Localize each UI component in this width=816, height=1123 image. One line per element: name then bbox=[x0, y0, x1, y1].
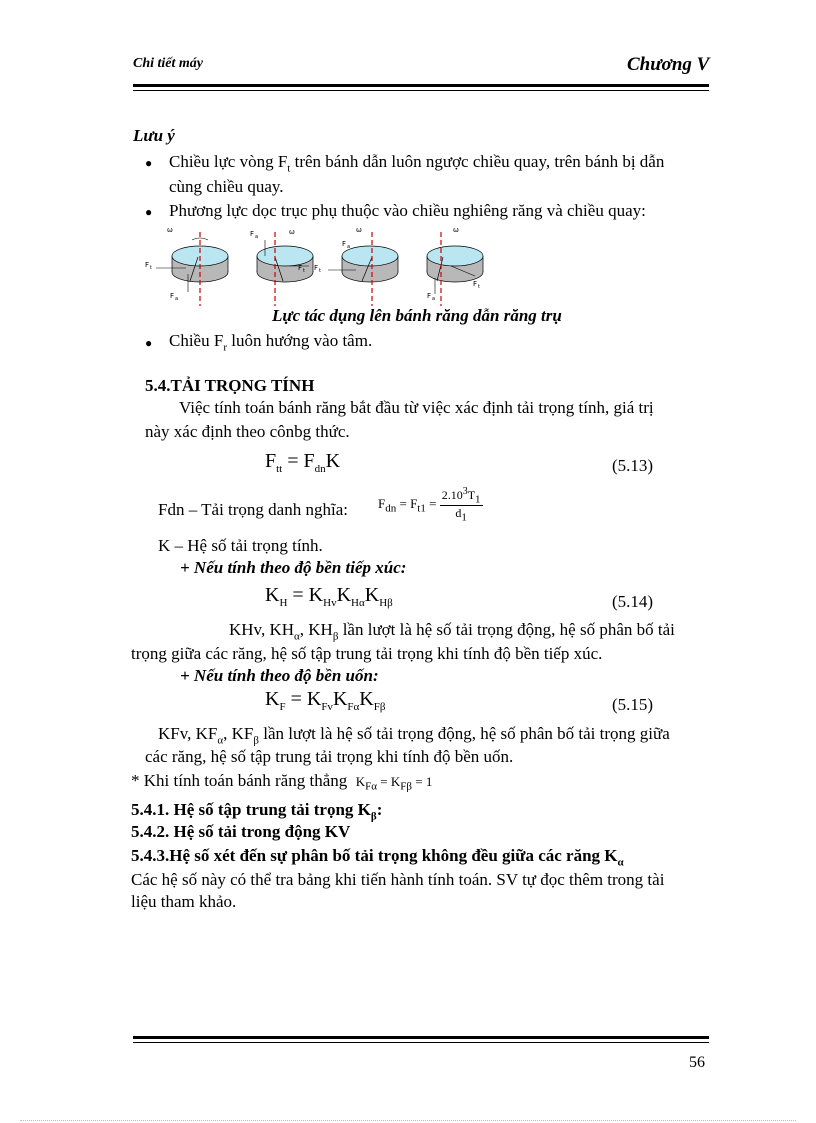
svg-text:F: F bbox=[145, 261, 150, 269]
subsection-5-4-2: 5.4.2. Hệ số tải trong động KV bbox=[131, 822, 351, 841]
page-edge bbox=[20, 1120, 796, 1121]
fdn-formula: $F_{dn} = F_{t1}$ = $\frac{2.10^3T_1}{d_1}$ bbox=[378, 486, 481, 524]
gear-3 bbox=[314, 226, 398, 306]
svg-text:ω: ω bbox=[356, 226, 362, 234]
contact-heading: + Nếu tính theo độ bền tiếp xúc: bbox=[180, 558, 407, 577]
closing-line2: liệu tham khảo. bbox=[131, 892, 237, 911]
note-title: Lưu ý bbox=[133, 126, 175, 145]
subsection-5-4-1: 5.4.1. Hệ số tập trung tải trọng $K_\beta$: bbox=[131, 800, 383, 823]
header-rule-thin bbox=[133, 90, 709, 91]
equation-5-14: $K_H = K_{Hv}K_{H\alpha}K_{H\beta}$ bbox=[265, 584, 393, 609]
section-title: 5.4.TẢI TRỌNG TÍNH bbox=[145, 376, 315, 395]
page-number: 56 bbox=[689, 1054, 705, 1071]
note-bullet1-line2: cùng chiều quay. bbox=[169, 177, 284, 196]
header-left: Chi tiết máy bbox=[133, 56, 203, 71]
eq2-desc-line1: KHv, $KH_\alpha$, $KH_\beta$ lần lượt là hệ số tải trọng động, hệ số phân bố tải bbox=[229, 620, 675, 643]
svg-text:a: a bbox=[175, 296, 179, 302]
fdn-text: Fdn – Tải trọng danh nghĩa: bbox=[158, 500, 348, 519]
k-text: K – Hệ số tải trọng tính. bbox=[158, 536, 323, 555]
section-para1-line1: Việc tính toán bánh răng bắt đầu từ việc xác định tải trọng tính, giá trị bbox=[179, 398, 654, 417]
note-bullet2: Phương lực dọc trục phụ thuộc vào chiều nghiêng răng và chiều quay: bbox=[169, 201, 646, 220]
gear-2 bbox=[250, 228, 313, 306]
bullet-2: ● bbox=[145, 205, 153, 219]
bullet-1: ● bbox=[145, 156, 153, 170]
bending-heading: + Nếu tính theo độ bền uốn: bbox=[180, 666, 379, 685]
equation-5-13-number: (5.13) bbox=[612, 456, 654, 475]
svg-text:ω: ω bbox=[167, 226, 173, 234]
svg-text:F: F bbox=[427, 292, 432, 300]
svg-text:F: F bbox=[342, 240, 347, 248]
svg-text:a: a bbox=[347, 244, 351, 250]
figure-caption: Lực tác dụng lên bánh răng dẫn răng trụ bbox=[272, 306, 562, 325]
note-bullet1-line1: Chiều lực vòng $F_t$ trên bánh dẫn luôn ngược chiều quay, trên bánh bị dẫn bbox=[169, 152, 665, 175]
bullet-3: ● bbox=[145, 336, 153, 350]
footer-rule-thick bbox=[133, 1036, 709, 1039]
eq2-desc-line2: trọng giữa các răng, hệ số tập trung tải trọng khi tính độ bền tiếp xúc. bbox=[131, 644, 603, 663]
equation-5-15-number: (5.15) bbox=[612, 695, 654, 714]
section-para1-line2: này xác định theo cônbg thức. bbox=[145, 422, 350, 441]
gear-1 bbox=[145, 226, 228, 306]
svg-text:t: t bbox=[303, 268, 305, 274]
svg-text:t: t bbox=[150, 265, 152, 271]
svg-text:F: F bbox=[298, 264, 303, 272]
svg-text:F: F bbox=[473, 280, 478, 288]
svg-text:a: a bbox=[255, 234, 259, 240]
svg-text:ω: ω bbox=[289, 228, 295, 236]
header-right: Chương V bbox=[627, 54, 710, 75]
gear-force-figure bbox=[140, 226, 500, 308]
gear-4 bbox=[427, 226, 483, 306]
equation-5-13: $F_{tt} = F_{dn}K$ bbox=[265, 450, 341, 475]
svg-text:t: t bbox=[478, 284, 480, 290]
header-rule-thick bbox=[133, 84, 709, 87]
note-bullet3: Chiều $F_r$ luôn hướng vào tâm. bbox=[169, 331, 373, 354]
subsection-5-4-3: 5.4.3.Hệ số xét đến sự phân bố tải trọng không đều giữa các răng $K_\alpha$ bbox=[131, 846, 624, 869]
svg-text:F: F bbox=[314, 264, 319, 272]
eq3-desc-line1: KFv, $KF_\alpha$, $KF_\beta$ lần lượt là hệ số tải trọng động, hệ số phân bố tải trọng giữa bbox=[158, 724, 670, 747]
svg-text:F: F bbox=[250, 230, 255, 238]
svg-text:t: t bbox=[319, 268, 321, 274]
straight-gear-note: * Khi tính toán bánh răng thẳng $K_{F\alpha} = K_{F\beta} = 1$ bbox=[131, 771, 433, 793]
eq3-desc-line2: các răng, hệ số tập trung tải trọng khi tính độ bền uốn. bbox=[145, 747, 514, 766]
svg-text:F: F bbox=[170, 292, 175, 300]
closing-line1: Các hệ số này có thể tra bảng khi tiến hành tính toán. SV tự đọc thêm trong tài bbox=[131, 870, 665, 889]
footer-rule-thin bbox=[133, 1042, 709, 1043]
svg-text:a: a bbox=[432, 296, 436, 302]
equation-5-14-number: (5.14) bbox=[612, 592, 654, 611]
svg-text:ω: ω bbox=[453, 226, 459, 234]
equation-5-15: $K_F = K_{Fv}K_{F\alpha}K_{F\beta}$ bbox=[265, 688, 386, 713]
